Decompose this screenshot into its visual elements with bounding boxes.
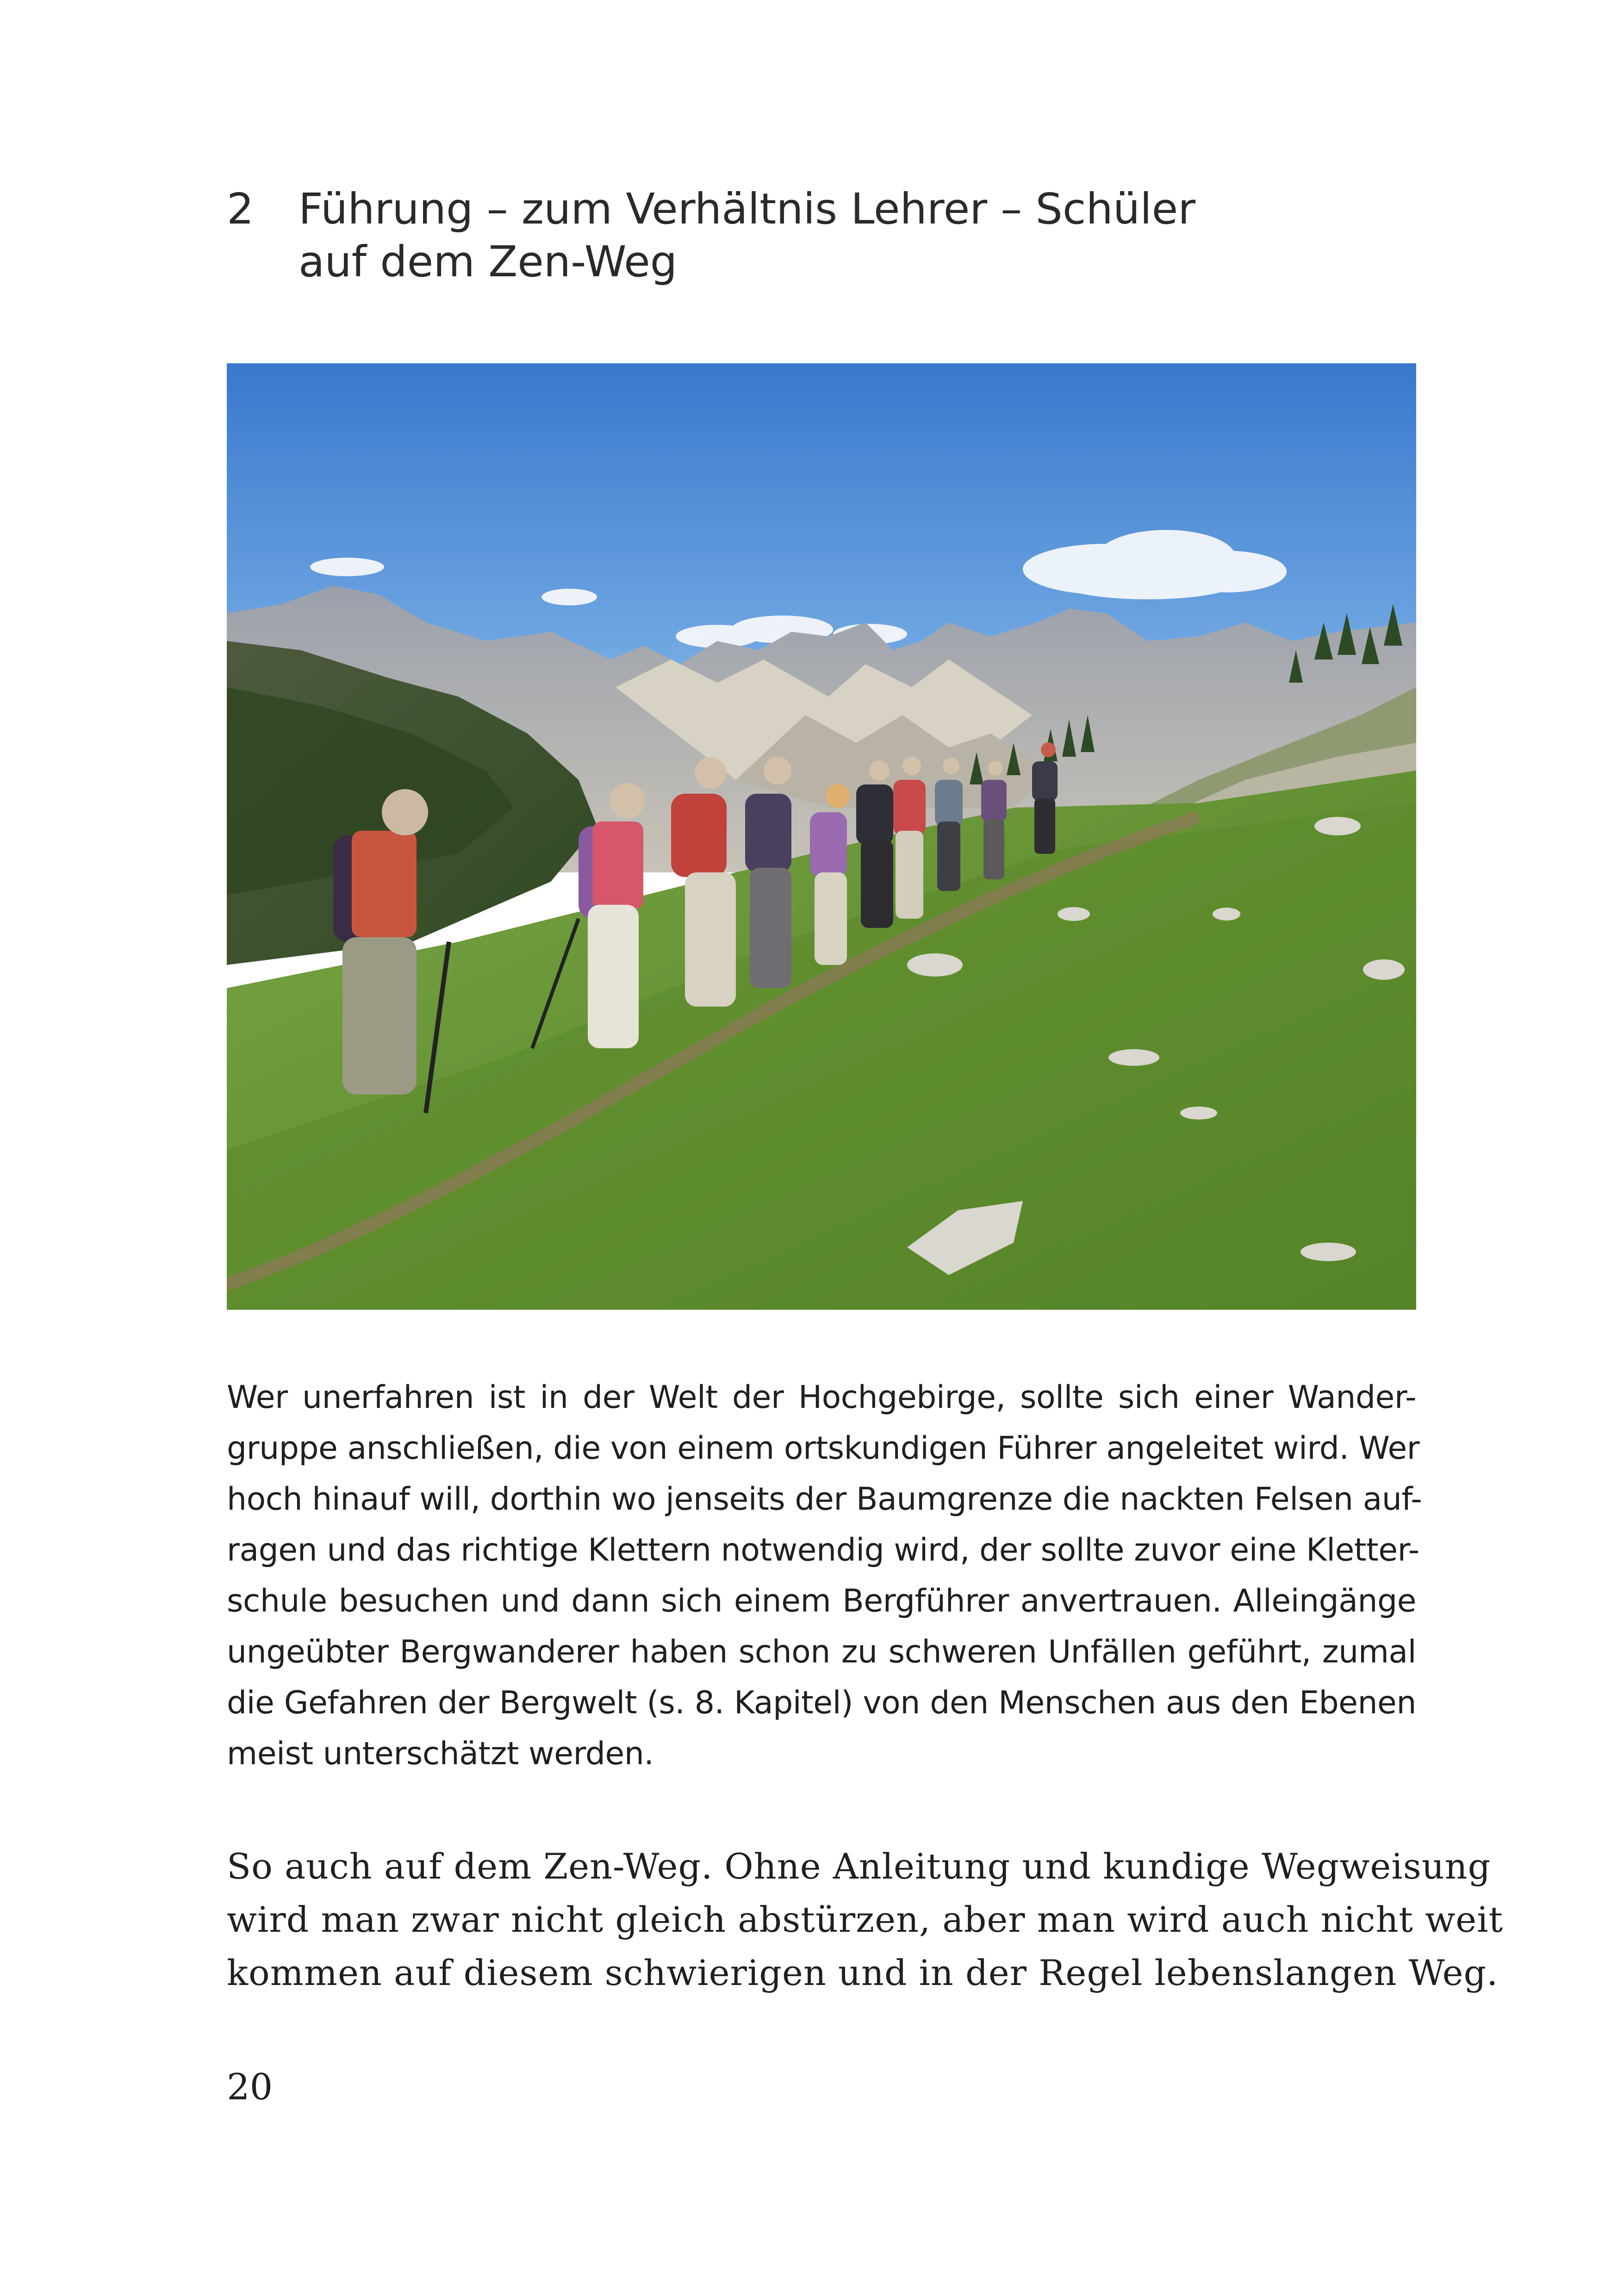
body-paragraph-2 [227, 1840, 1503, 1999]
mountain-hikers-illustration [227, 363, 1416, 1310]
body-paragraph-1 [227, 1372, 1422, 1780]
chapter-title-line: auf dem Zen-Weg [299, 237, 678, 286]
page-number: 20 [227, 2066, 273, 2108]
paragraph-line: hoch hinauf will, dorthin wo jenseits der Baumgrenze die nackten Felsen auf- [227, 1481, 1422, 1518]
paragraph-line: ragen und das richtige Klettern notwendig wird, der sollte zuvor eine Kletter- [227, 1532, 1419, 1568]
paragraph-line: So auch auf dem Zen-Weg. Ohne Anleitung und kundige Wegweisung [227, 1846, 1491, 1887]
chapter-title-line: Führung – zum Verhältnis Lehrer – Schüler [299, 184, 1196, 234]
paragraph-line: meist unterschätzt werden. [227, 1736, 654, 1772]
paragraph-line: ungeübter Bergwanderer haben schon zu schweren Unfällen geführt, zumal [227, 1634, 1416, 1670]
paragraph-line: schule besuchen und dann sich einem Bergführer anvertrauen. Alleingänge [227, 1583, 1416, 1619]
chapter-title [299, 183, 1456, 288]
chapter-number: 2 [227, 184, 254, 234]
paragraph-line: kommen auf diesem schwierigen und in der Regel lebenslangen Weg. [227, 1952, 1499, 1993]
paragraph-line: wird man zwar nicht gleich abstürzen, aber man wird auch nicht weit [227, 1899, 1503, 1940]
paragraph-line: die Gefahren der Bergwelt (s. 8. Kapitel) von den Menschen aus den Ebenen [227, 1685, 1416, 1721]
hiking-group-photo [227, 363, 1416, 1310]
paragraph-line: Wer unerfahren ist in der Welt der Hochgebirge, sollte sich einer Wander- [227, 1379, 1416, 1416]
paragraph-line: gruppe anschließen, die von einem ortskundigen Führer angeleitet wird. Wer [227, 1430, 1420, 1467]
